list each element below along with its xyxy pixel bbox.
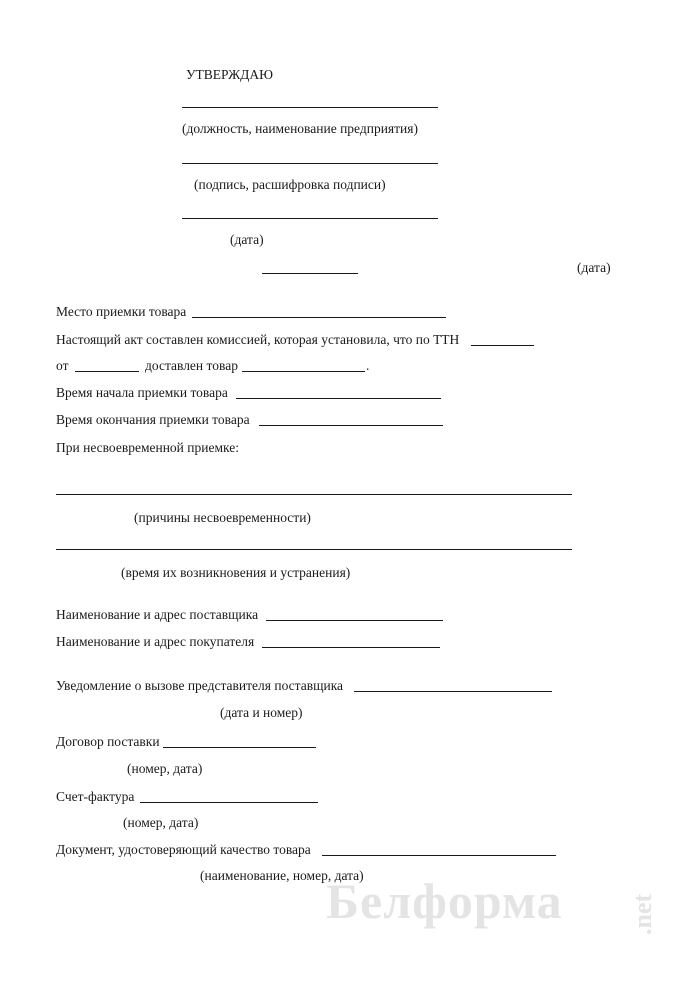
supplier-label: Наименование и адрес поставщика [56,607,259,622]
act-statement-label: Настоящий акт составлен комиссией, которая установила, что по ТТН [56,332,460,347]
notice-line[interactable] [354,691,552,692]
from-label: от [56,358,69,373]
contract-hint: (номер, дата) [127,761,203,776]
signature-line[interactable] [182,163,438,164]
contract-label: Договор поставки [56,734,160,749]
place-line[interactable] [192,317,446,318]
delivered-end: . [366,358,370,373]
approve-date-line[interactable] [182,218,438,219]
invoice-label: Счет-фактура [56,789,135,804]
time-hint: (время их возникновения и устранения) [121,565,351,580]
header-date-hint: (дата) [577,260,611,275]
time-line[interactable] [56,549,572,550]
end-time-label: Время окончания приемки товара [56,412,250,427]
position-line[interactable] [182,107,438,108]
from-date-line[interactable] [75,371,139,372]
reasons-line[interactable] [56,494,572,495]
end-time-line[interactable] [259,425,443,426]
delivered-line[interactable] [242,371,365,372]
notice-label: Уведомление о вызове представителя поставщика [56,678,344,693]
invoice-hint: (номер, дата) [123,815,199,830]
quality-doc-label: Документ, удостоверяющий качество товара [56,842,311,857]
signature-hint: (подпись, расшифровка подписи) [194,177,386,192]
untimely-label: При несвоевременной приемке: [56,440,239,455]
approve-date-hint: (дата) [230,232,264,247]
header-date-line[interactable] [262,273,358,274]
watermark-brand: Белформа [326,873,563,929]
start-time-label: Время начала приемки товара [56,385,228,400]
quality-hint: (наименование, номер, дата) [200,868,364,883]
reasons-hint: (причины несвоевременности) [134,510,311,525]
delivered-label: доставлен товар [145,358,238,373]
buyer-line[interactable] [262,647,440,648]
contract-line[interactable] [163,747,316,748]
buyer-label: Наименование и адрес покупателя [56,634,255,649]
invoice-line[interactable] [140,802,318,803]
position-hint: (должность, наименование предприятия) [182,121,418,136]
quality-doc-line[interactable] [322,855,556,856]
ttn-line[interactable] [471,345,534,346]
place-label: Место приемки товара [56,304,187,319]
watermark-suffix: .net [628,893,657,935]
approve-heading: УТВЕРЖДАЮ [186,67,274,82]
start-time-line[interactable] [236,398,441,399]
notice-hint: (дата и номер) [220,705,303,720]
supplier-line[interactable] [266,620,443,621]
